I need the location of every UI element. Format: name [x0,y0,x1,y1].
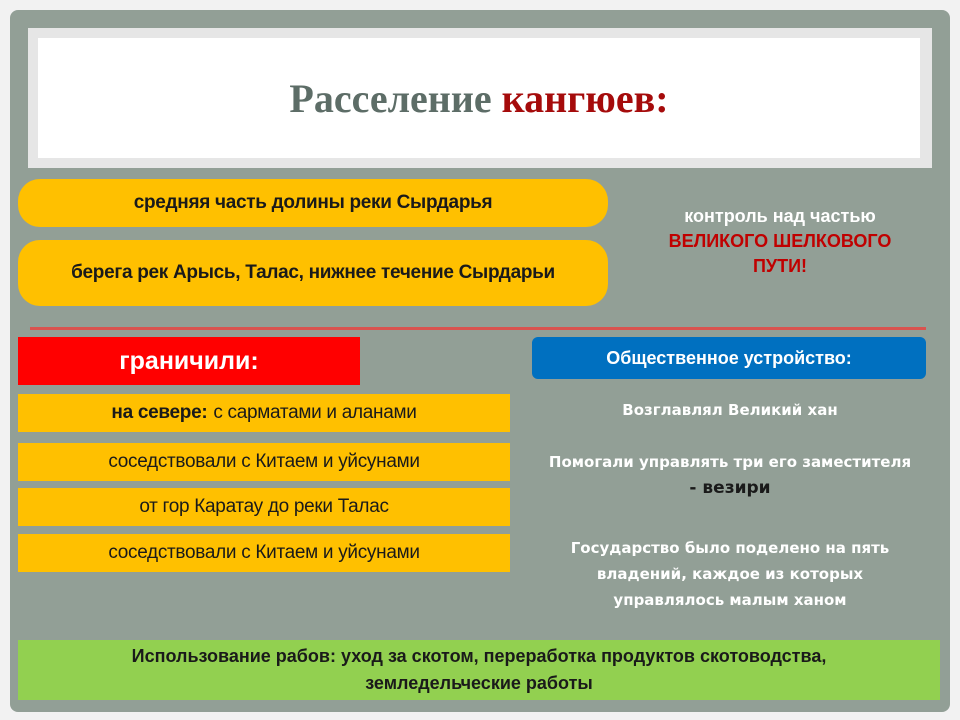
society-item-2 [530,449,930,501]
footer-line2: земледельческие работы [365,673,593,693]
border-item-text: с сарматами и аланами [213,402,417,423]
silk-road-line2: ВЕЛИКОГО ШЕЛКОВОГО ПУТИ! [668,231,892,276]
society-item-2-tail [689,478,770,498]
silk-road-note [630,204,930,279]
title-accent: кангюев: [501,75,669,121]
region-pill-1: средняя часть долины реки Сырдарья [18,179,608,227]
tail-word: везири [702,478,771,498]
page-title [289,75,668,122]
border-item-3 [18,488,510,526]
silk-road-line1: контроль над частью [684,206,876,226]
tail-prefix: - [689,478,703,498]
society-heading: Общественное устройство: [532,337,926,379]
society-item-2-text: Помогали управлять три его заместителя [548,453,912,471]
society-item-3: Государство было поделено на пять владений, каждое из которых управлялось малым ханом [570,539,890,609]
region-pill-2: берега рек Арысь, Талас, нижнее течение Сырдарьи [18,240,608,306]
footer-banner [18,640,940,700]
borders-heading: граничили: [18,337,360,385]
border-item-1 [18,394,510,432]
border-item-text: от гор Каратау до реки Талас [139,496,389,517]
border-item-prefix: на севере: [111,402,208,423]
section-divider [30,327,926,330]
border-item-4 [18,534,510,572]
footer-line1: Использование рабов: уход за скотом, переработка продуктов скотоводства, [131,646,827,666]
border-item-text: соседствовали с Китаем и уйсунами [108,542,420,563]
border-item-text: соседствовали с Китаем и уйсунами [108,451,420,472]
title-box [38,38,920,158]
society-item-1: Возглавлял Великий хан [622,401,838,419]
border-item-2 [18,443,510,481]
title-main: Расселение [289,75,492,121]
